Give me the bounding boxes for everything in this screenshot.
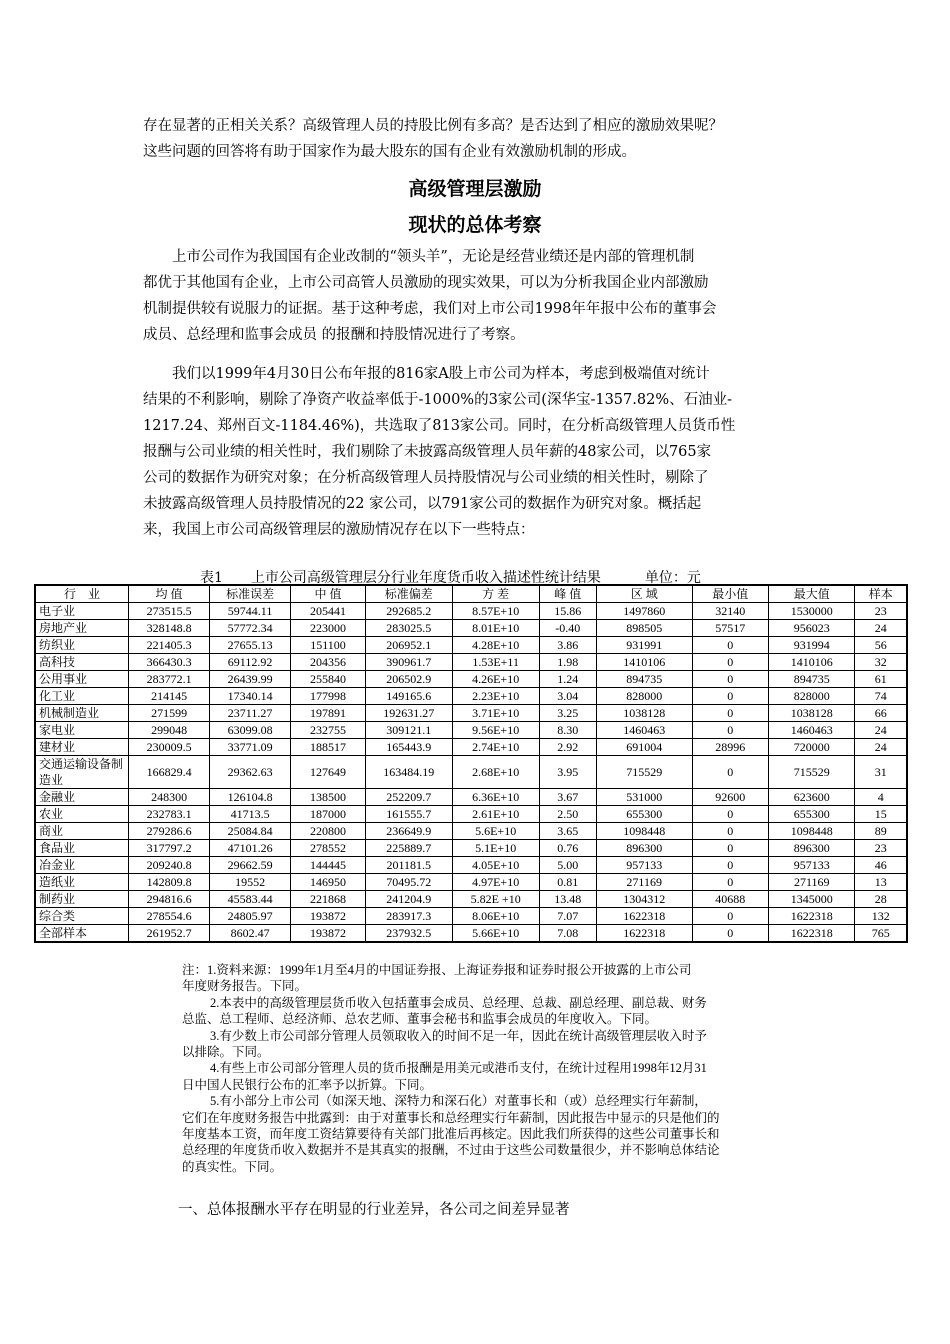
cell-sample-count: 46 [855, 857, 907, 874]
cell-sample-count: 66 [855, 705, 907, 722]
cell-mean: 273515.5 [129, 603, 210, 620]
cell-std-deviation: 283917.3 [365, 908, 452, 925]
cell-std-deviation: 192631.27 [365, 705, 452, 722]
cell-range: 271169 [596, 874, 692, 891]
header-median: 中 值 [291, 585, 366, 603]
note-line: 5.有小部分上市公司（如深天地、深特力和深石化）对董事长和（或）总经理实行年薪制， [210, 1094, 707, 1109]
cell-std-error: 19552 [210, 874, 291, 891]
cell-maximum: 956023 [769, 620, 855, 637]
cell-kurtosis: 1.24 [539, 671, 596, 688]
note-line: 日中国人民银行公布的汇率予以折算。下同。 [182, 1077, 433, 1092]
cell-std-error: 24805.97 [210, 908, 291, 925]
cell-maximum: 931994 [769, 637, 855, 654]
table-row [35, 891, 907, 908]
table-row [35, 722, 907, 739]
section-heading: 一、总体报酬水平存在明显的行业差异，各公司之间差异显著 [178, 1202, 570, 1218]
cell-mean: 166829.4 [129, 756, 210, 789]
cell-mean: 142809.8 [129, 874, 210, 891]
cell-median: 138500 [291, 789, 366, 806]
cell-industry: 交通运输设备制造业 [35, 756, 129, 789]
cell-std-deviation: 292685.2 [365, 603, 452, 620]
cell-std-error: 26439.99 [210, 671, 291, 688]
cell-industry: 房地产业 [35, 620, 129, 637]
cell-maximum: 715529 [769, 756, 855, 789]
table-row [35, 857, 907, 874]
cell-sample-count: 32 [855, 654, 907, 671]
cell-std-error: 47101.26 [210, 840, 291, 857]
header-variance: 方 差 [452, 585, 539, 603]
cell-variance: 2.74E+10 [452, 739, 539, 756]
cell-range: 655300 [596, 806, 692, 823]
cell-range: 691004 [596, 739, 692, 756]
header-std-error: 标准误差 [210, 585, 291, 603]
cell-mean: 271599 [129, 705, 210, 722]
cell-maximum: 271169 [769, 874, 855, 891]
cell-industry: 造纸业 [35, 874, 129, 891]
note-line: 2.本表中的高级管理层货币收入包括董事会成员、总经理、总裁、副总经理、副总裁、财务 [210, 995, 707, 1010]
cell-minimum: 40688 [692, 891, 769, 908]
text-line: 成员、总经理和监事会成员 的报酬和持股情况进行了考察。 [143, 327, 525, 343]
cell-maximum: 1038128 [769, 705, 855, 722]
cell-std-error: 25084.84 [210, 823, 291, 840]
cell-std-error: 69112.92 [210, 654, 291, 671]
cell-variance: 4.26E+10 [452, 671, 539, 688]
table-row [35, 654, 907, 671]
cell-kurtosis: 0.81 [539, 874, 596, 891]
cell-industry: 商业 [35, 823, 129, 840]
cell-std-deviation: 206952.1 [365, 637, 452, 654]
intro-paragraph [143, 113, 823, 165]
cell-maximum: 1460463 [769, 722, 855, 739]
cell-maximum: 1622318 [769, 908, 855, 925]
cell-variance: 4.97E+10 [452, 874, 539, 891]
cell-maximum: 1530000 [769, 603, 855, 620]
header-maximum: 最大值 [769, 585, 855, 603]
cell-range: 1622318 [596, 925, 692, 943]
cell-sample-count: 23 [855, 840, 907, 857]
cell-industry: 食品业 [35, 840, 129, 857]
header-kurtosis: 峰 值 [539, 585, 596, 603]
cell-std-error: 8602.47 [210, 925, 291, 943]
note-line: 它们在年度财务报告中批露到：由于对董事长和总经理实行年薪制，因此报告中显示的只是他们的 [182, 1110, 720, 1125]
cell-kurtosis: 1.98 [539, 654, 596, 671]
cell-median: 193872 [291, 925, 366, 943]
cell-variance: 8.06E+10 [452, 908, 539, 925]
header-sample-count: 样本 [855, 585, 907, 603]
text-line: 报酬与公司业绩的相关性时，我们剔除了未披露高级管理人员年薪的48家公司，以765家 [143, 444, 712, 460]
cell-range: 828000 [596, 688, 692, 705]
cell-mean: 221405.3 [129, 637, 210, 654]
note-line: 总监、总工程师、总经济师、总农艺师、董事会秘书和监事会成员的年度收入。下同。 [182, 1012, 658, 1027]
cell-kurtosis: 3.95 [539, 756, 596, 789]
cell-std-deviation: 241204.9 [365, 891, 452, 908]
cell-variance: 3.71E+10 [452, 705, 539, 722]
cell-std-deviation: 163484.19 [365, 756, 452, 789]
cell-industry: 金融业 [35, 789, 129, 806]
table-row [35, 806, 907, 823]
cell-minimum: 0 [692, 823, 769, 840]
cell-industry: 全部样本 [35, 925, 129, 943]
cell-std-error: 59744.11 [210, 603, 291, 620]
table-row [35, 840, 907, 857]
table-row [35, 671, 907, 688]
cell-range: 898505 [596, 620, 692, 637]
cell-mean: 209240.8 [129, 857, 210, 874]
table-row [35, 688, 907, 705]
text-line: 来，我国上市公司高级管理层的激励情况存在以下一些特点： [143, 522, 535, 538]
cell-median: 205441 [291, 603, 366, 620]
cell-sample-count: 56 [855, 637, 907, 654]
cell-std-deviation: 201181.5 [365, 857, 452, 874]
cell-variance: 2.61E+10 [452, 806, 539, 823]
cell-std-deviation: 206502.9 [365, 671, 452, 688]
note-line: 注：1.资料来源：1999年1月至4月的中国证券报、上海证券报和证券时报公开披露的上市公司 [182, 963, 692, 977]
table-title: 表1 上市公司高级管理层分行业年度货币收入描述性统计结果 [200, 570, 601, 586]
table-body [35, 603, 907, 943]
cell-sample-count: 89 [855, 823, 907, 840]
text-line: 这些问题的回答将有助于国家作为最大股东的国有企业有效激励机制的形成。 [143, 144, 636, 160]
cell-range: 1304312 [596, 891, 692, 908]
cell-industry: 农业 [35, 806, 129, 823]
cell-sample-count: 24 [855, 620, 907, 637]
text-line: 机制提供较有说服力的证据。基于这种考虑，我们对上市公司1998年年报中公布的董事会 [143, 301, 717, 317]
cell-median: 144445 [291, 857, 366, 874]
cell-maximum: 896300 [769, 840, 855, 857]
cell-kurtosis: 15.86 [539, 603, 596, 620]
cell-kurtosis: 13.48 [539, 891, 596, 908]
table-row [35, 603, 907, 620]
cell-minimum: 0 [692, 722, 769, 739]
cell-std-error: 57772.34 [210, 620, 291, 637]
cell-kurtosis: 7.08 [539, 925, 596, 943]
table-row [35, 705, 907, 722]
cell-std-deviation: 225889.7 [365, 840, 452, 857]
statistics-table [34, 584, 908, 943]
cell-industry: 高科技 [35, 654, 129, 671]
cell-sample-count: 24 [855, 739, 907, 756]
note-line: 的真实性。下同。 [182, 1159, 283, 1174]
cell-sample-count: 31 [855, 756, 907, 789]
cell-minimum: 0 [692, 925, 769, 943]
cell-median: 127649 [291, 756, 366, 789]
cell-sample-count: 15 [855, 806, 907, 823]
cell-variance: 8.57E+10 [452, 603, 539, 620]
cell-mean: 366430.3 [129, 654, 210, 671]
cell-kurtosis: 3.04 [539, 688, 596, 705]
cell-kurtosis: 0.76 [539, 840, 596, 857]
cell-minimum: 0 [692, 637, 769, 654]
cell-median: 220800 [291, 823, 366, 840]
cell-median: 193872 [291, 908, 366, 925]
cell-sample-count: 13 [855, 874, 907, 891]
table-row [35, 823, 907, 840]
header-std-deviation: 标准偏差 [365, 585, 452, 603]
cell-minimum: 0 [692, 857, 769, 874]
cell-industry: 家电业 [35, 722, 129, 739]
cell-variance: 6.36E+10 [452, 789, 539, 806]
cell-minimum: 0 [692, 840, 769, 857]
cell-range: 1038128 [596, 705, 692, 722]
cell-kurtosis: 3.25 [539, 705, 596, 722]
cell-sample-count: 765 [855, 925, 907, 943]
cell-median: 223000 [291, 620, 366, 637]
cell-median: 188517 [291, 739, 366, 756]
text-line: 我们以1999年4月30日公布年报的816家A股上市公司为样本，考虑到极端值对统计 [143, 366, 710, 382]
cell-variance: 5.1E+10 [452, 840, 539, 857]
cell-mean: 232783.1 [129, 806, 210, 823]
cell-kurtosis: 8.30 [539, 722, 596, 739]
note-line: 年度财务报告。下同。 [182, 979, 308, 994]
cell-industry: 化工业 [35, 688, 129, 705]
cell-std-error: 17340.14 [210, 688, 291, 705]
cell-variance: 1.53E+11 [452, 654, 539, 671]
text-line: 都优于其他国有企业，上市公司高管人员激励的现实效果，可以为分析我国企业内部激励 [143, 275, 709, 291]
cell-std-error: 33771.09 [210, 739, 291, 756]
cell-variance: 5.66E+10 [452, 925, 539, 943]
paragraph-1 [143, 244, 823, 348]
table-header-row [35, 585, 907, 603]
cell-mean: 261952.7 [129, 925, 210, 943]
cell-median: 255840 [291, 671, 366, 688]
cell-industry: 公用事业 [35, 671, 129, 688]
cell-mean: 214145 [129, 688, 210, 705]
table-row [35, 874, 907, 891]
cell-maximum: 1098448 [769, 823, 855, 840]
table-row [35, 925, 907, 943]
cell-kurtosis: 3.86 [539, 637, 596, 654]
cell-std-deviation: 70495.72 [365, 874, 452, 891]
cell-variance: 4.28E+10 [452, 637, 539, 654]
cell-kurtosis: 7.07 [539, 908, 596, 925]
cell-maximum: 623600 [769, 789, 855, 806]
cell-std-deviation: 149165.6 [365, 688, 452, 705]
cell-minimum: 0 [692, 705, 769, 722]
cell-kurtosis: 3.67 [539, 789, 596, 806]
cell-std-error: 126104.8 [210, 789, 291, 806]
note-line: 3.有少数上市公司部分管理人员领取收入的时间不足一年，因此在统计高级管理层收入时予 [210, 1028, 707, 1043]
cell-std-error: 29662.59 [210, 857, 291, 874]
cell-maximum: 655300 [769, 806, 855, 823]
text-line: 结果的不利影响，剔除了净资产收益率低于-1000%的3家公司(深华宝-1357.82%、石油业- [143, 392, 732, 408]
cell-variance: 2.23E+10 [452, 688, 539, 705]
cell-maximum: 1345000 [769, 891, 855, 908]
cell-mean: 248300 [129, 789, 210, 806]
cell-variance: 2.68E+10 [452, 756, 539, 789]
text-line: 未披露高级管理人员持股情况的22 家公司，以791家公司的数据作为研究对象。概括起 [143, 496, 702, 512]
table-unit: 单位：元 [644, 570, 701, 586]
cell-sample-count: 61 [855, 671, 907, 688]
cell-std-deviation: 161555.7 [365, 806, 452, 823]
cell-median: 278552 [291, 840, 366, 857]
text-line: 1217.24、郑州百文-1184.46%)，共选取了813家公司。同时，在分析高级管理人员货币性 [143, 418, 736, 434]
cell-sample-count: 74 [855, 688, 907, 705]
cell-minimum: 92600 [692, 789, 769, 806]
cell-std-deviation: 283025.5 [365, 620, 452, 637]
cell-range: 531000 [596, 789, 692, 806]
cell-maximum: 720000 [769, 739, 855, 756]
cell-median: 187000 [291, 806, 366, 823]
note-line: 4.有些上市公司部分管理人员的货币报酬是用美元或港币支付，在统计过程用1998年12月31 [210, 1061, 707, 1076]
table-row [35, 739, 907, 756]
cell-industry: 纺织业 [35, 637, 129, 654]
cell-maximum: 1622318 [769, 925, 855, 943]
cell-std-deviation: 237932.5 [365, 925, 452, 943]
cell-mean: 299048 [129, 722, 210, 739]
cell-kurtosis: -0.40 [539, 620, 596, 637]
cell-industry: 机械制造业 [35, 705, 129, 722]
header-range: 区 域 [596, 585, 692, 603]
cell-maximum: 828000 [769, 688, 855, 705]
cell-minimum: 0 [692, 908, 769, 925]
note-line: 年度基本工资，而年度工资结算要待有关部门批准后再核定。因此我们所获得的这些公司董事长和 [182, 1127, 720, 1142]
cell-sample-count: 132 [855, 908, 907, 925]
cell-range: 931991 [596, 637, 692, 654]
header-industry: 行 业 [35, 585, 129, 603]
cell-variance: 4.05E+10 [452, 857, 539, 874]
cell-minimum: 0 [692, 654, 769, 671]
cell-minimum: 0 [692, 806, 769, 823]
cell-range: 957133 [596, 857, 692, 874]
cell-std-deviation: 236649.9 [365, 823, 452, 840]
cell-variance: 9.56E+10 [452, 722, 539, 739]
cell-minimum: 0 [692, 671, 769, 688]
cell-maximum: 957133 [769, 857, 855, 874]
table-notes [182, 962, 802, 1175]
cell-range: 1098448 [596, 823, 692, 840]
cell-industry: 制药业 [35, 891, 129, 908]
note-line: 总经理的年度货币收入数据并不是其真实的报酬，不过由于这些公司数量很少，并不影响总体结论 [182, 1143, 720, 1158]
cell-variance: 5.6E+10 [452, 823, 539, 840]
cell-mean: 279286.6 [129, 823, 210, 840]
cell-std-error: 41713.5 [210, 806, 291, 823]
cell-kurtosis: 2.50 [539, 806, 596, 823]
table-row [35, 620, 907, 637]
text-line: 存在显著的正相关关系？高级管理人员的持股比例有多高？是否达到了相应的激励效果呢？ [143, 118, 723, 134]
text-line: 上市公司作为我国国有企业改制的“领头羊”，无论是经营业绩还是内部的管理机制 [143, 249, 695, 265]
cell-kurtosis: 2.92 [539, 739, 596, 756]
table-row [35, 756, 907, 789]
cell-variance: 5.82E +10 [452, 891, 539, 908]
text-line: 公司的数据作为研究对象；在分析高级管理人员持股情况与公司业绩的相关性时，剔除了 [143, 470, 709, 486]
cell-std-deviation: 390961.7 [365, 654, 452, 671]
cell-kurtosis: 5.00 [539, 857, 596, 874]
cell-minimum: 0 [692, 756, 769, 789]
header-mean: 均 值 [129, 585, 210, 603]
cell-median: 232755 [291, 722, 366, 739]
title-line-1: 高级管理层激励 [408, 178, 542, 200]
cell-range: 1410106 [596, 654, 692, 671]
cell-mean: 328148.8 [129, 620, 210, 637]
table-row [35, 637, 907, 654]
cell-median: 151100 [291, 637, 366, 654]
cell-mean: 230009.5 [129, 739, 210, 756]
paragraph-2 [143, 361, 823, 543]
cell-mean: 283772.1 [129, 671, 210, 688]
cell-std-error: 27655.13 [210, 637, 291, 654]
cell-industry: 冶金业 [35, 857, 129, 874]
header-minimum: 最小值 [692, 585, 769, 603]
cell-kurtosis: 3.65 [539, 823, 596, 840]
cell-mean: 294816.6 [129, 891, 210, 908]
cell-std-deviation: 252209.7 [365, 789, 452, 806]
cell-median: 197891 [291, 705, 366, 722]
cell-std-error: 23711.27 [210, 705, 291, 722]
cell-std-error: 45583.44 [210, 891, 291, 908]
cell-industry: 电子业 [35, 603, 129, 620]
cell-minimum: 57517 [692, 620, 769, 637]
cell-range: 1622318 [596, 908, 692, 925]
cell-maximum: 1410106 [769, 654, 855, 671]
cell-minimum: 0 [692, 874, 769, 891]
cell-median: 177998 [291, 688, 366, 705]
cell-std-error: 29362.63 [210, 756, 291, 789]
cell-minimum: 0 [692, 688, 769, 705]
cell-minimum: 32140 [692, 603, 769, 620]
cell-std-error: 63099.08 [210, 722, 291, 739]
cell-sample-count: 23 [855, 603, 907, 620]
cell-median: 204356 [291, 654, 366, 671]
cell-range: 896300 [596, 840, 692, 857]
cell-industry: 综合类 [35, 908, 129, 925]
table-row [35, 908, 907, 925]
note-line: 以排除。下同。 [182, 1045, 270, 1060]
cell-maximum: 894735 [769, 671, 855, 688]
cell-sample-count: 24 [855, 722, 907, 739]
cell-minimum: 28996 [692, 739, 769, 756]
cell-industry: 建材业 [35, 739, 129, 756]
cell-sample-count: 4 [855, 789, 907, 806]
cell-range: 1460463 [596, 722, 692, 739]
cell-variance: 8.01E+10 [452, 620, 539, 637]
cell-sample-count: 28 [855, 891, 907, 908]
cell-range: 894735 [596, 671, 692, 688]
cell-median: 146950 [291, 874, 366, 891]
cell-std-deviation: 309121.1 [365, 722, 452, 739]
cell-range: 715529 [596, 756, 692, 789]
cell-mean: 317797.2 [129, 840, 210, 857]
cell-range: 1497860 [596, 603, 692, 620]
title-line-2: 现状的总体考察 [408, 214, 542, 236]
cell-mean: 278554.6 [129, 908, 210, 925]
cell-std-deviation: 165443.9 [365, 739, 452, 756]
table-row [35, 789, 907, 806]
cell-median: 221868 [291, 891, 366, 908]
